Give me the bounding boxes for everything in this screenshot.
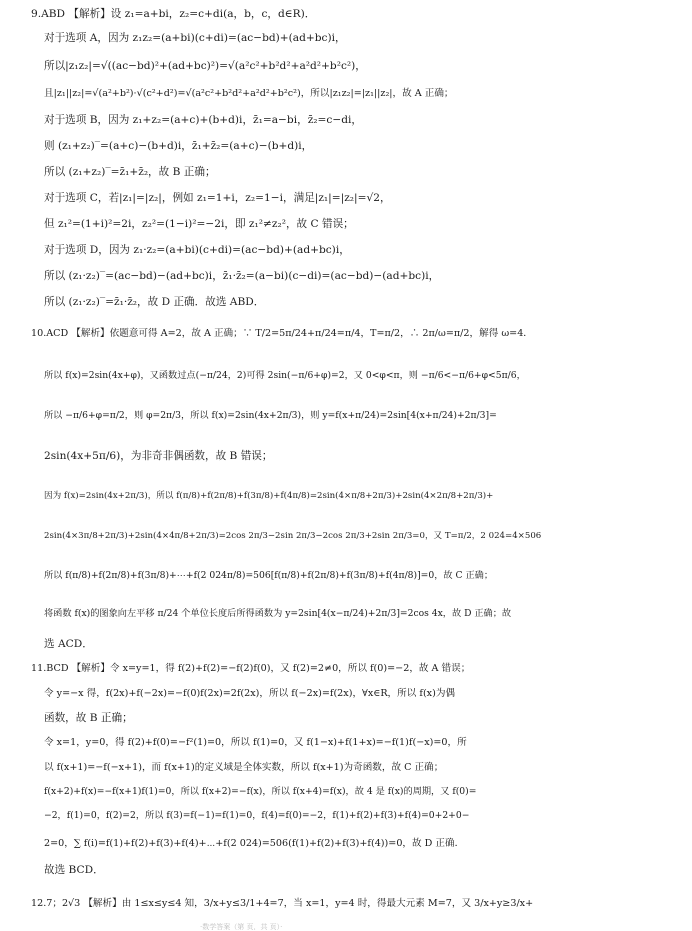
q9-line: 对于选项 D，因为 z₁·z₂=(a+bi)(c+di)=(ac−bd)+(ad+bc)i， xyxy=(44,244,350,256)
q9-line: 且|z₁||z₂|=√(a²+b²)·√(c²+d²)=√(a²c²+b²d²+a²d²+b²c²)，所以|z₁z₂|=|z₁||z₂|，故 A 正确； xyxy=(44,88,454,99)
q9-line: 对于选项 A，因为 z₁z₂=(a+bi)(c+di)=(ac−bd)+(ad+bc)i， xyxy=(44,32,346,44)
q11-line: −2，f(1)=0，f(2)=2，所以 f(3)=f(−1)=f(1)=0，f(4)=f(0)=−2，f(1)+f(2)+f(3)+f(4)=0+2+0− xyxy=(44,810,470,821)
q9-line: 所以 (z₁·z₂)‾=z̄₁·z̄₂，故 D 正确．故选 ABD． xyxy=(44,296,265,308)
q10-header: 10.ACD 【解析】依题意可得 A=2，故 A 正确；∵ T/2=5π/24+π/24=π/4，T=π/2，∴ 2π/ω=π/2，解得 ω=4． xyxy=(31,328,533,339)
q9-line: 则 (z₁+z₂)‾=(a+c)−(b+d)i，z̄₁+z̄₂=(a+c)−(b+d)i， xyxy=(44,140,313,152)
q9-line: 对于选项 C，若|z₁|=|z₂|，例如 z₁=1+i，z₂=1−i，满足|z₁|=|z₂|=√2， xyxy=(44,192,391,204)
q11-line: 令 y=−x 得，f(2x)+f(−2x)=−f(0)f(2x)=2f(2x)，所以 f(−2x)=f(2x)，∀x∈R，所以 f(x)为偶 xyxy=(44,688,456,699)
q11-line: 故选 BCD． xyxy=(44,864,104,876)
q9-line: 但 z₁²=(1+i)²=2i，z₂²=(1−i)²=−2i，即 z₁²≠z₂²，故 C 错误； xyxy=(44,218,354,230)
q11-line: 令 x=1，y=0，得 f(2)+f(0)=−f²(1)=0，所以 f(1)=0，又 f(1−x)+f(1+x)=−f(1)f(−x)=0，所 xyxy=(44,737,467,748)
q9-header: 9.ABD 【解析】设 z₁=a+bi，z₂=c+di(a，b，c，d∈R)． xyxy=(31,8,316,20)
page-footer: ·数学答案（第 页，共 页）· xyxy=(200,923,283,930)
q10-line: 所以 f(π/8)+f(2π/8)+f(3π/8)+⋯+f(2 024π/8)=506[f(π/8)+f(2π/8)+f(3π/8)+f(4π/8)]=0，故 C 正确； xyxy=(44,570,494,581)
q10-line: 因为 f(x)=2sin(4x+2π/3)，所以 f(π/8)+f(2π/8)+f(3π/8)+f(4π/8)=2sin(4×π/8+2π/3)+2sin(4×2π/8+2π/3)+ xyxy=(44,491,494,501)
q9-line: 所以|z₁z₂|=√((ac−bd)²+(ad+bc)²)=√(a²c²+b²d²+a²d²+b²c²)， xyxy=(44,60,366,72)
q9-line: 对于选项 B，因为 z₁+z₂=(a+c)+(b+d)i，z̄₁=a−bi，z̄₂=c−di， xyxy=(44,114,362,126)
q11-header: 11.BCD 【解析】令 x=y=1，得 f(2)+f(2)=−f(2)f(0)，又 f(2)=2≠0，所以 f(0)=−2，故 A 错误； xyxy=(31,663,471,674)
q9-line: 所以 (z₁·z₂)‾=(ac−bd)−(ad+bc)i，z̄₁·z̄₂=(a−bi)(c−di)=(ac−bd)−(ad+bc)i， xyxy=(44,270,440,282)
q10-line: 选 ACD． xyxy=(44,638,93,650)
q10-line: 2sin(4x+5π/6)，为非奇非偶函数，故 B 错误； xyxy=(44,450,273,462)
q11-line: f(x+2)+f(x)=−f(x+1)f(1)=0，所以 f(x+2)=−f(x)，所以 f(x+4)=f(x)，故 4 是 f(x)的周期，又 f(0)= xyxy=(44,786,477,797)
q12-header: 12.7；2√3 【解析】由 1≤x≤y≤4 知，3/x+y≤3/1+4=7，当 x=1，y=4 时，得最大元素 M=7，又 3/x+y≥3/x+ xyxy=(31,898,534,909)
q10-line: 所以 −π/6+φ=π/2，则 φ=2π/3，所以 f(x)=2sin(4x+2π/3)，则 y=f(x+π/24)=2sin[4(x+π/24)+2π/3]= xyxy=(44,410,497,421)
q9-line: 所以 (z₁+z₂)‾=z̄₁+z̄₂，故 B 正确； xyxy=(44,166,216,178)
q11-line: 2=0，∑ f(i)=f(1)+f(2)+f(3)+f(4)+⋯+f(2 024)=506(f(1)+f(2)+f(3)+f(4))=0，故 D 正确． xyxy=(44,838,465,849)
q10-line: 2sin(4×3π/8+2π/3)+2sin(4×4π/8+2π/3)=2cos 2π/3−2sin 2π/3−2cos 2π/3+2sin 2π/3=0，又 T=π/2，2 024=4×506 xyxy=(44,531,542,541)
q11-line: 以 f(x+1)=−f(−x+1)，而 f(x+1)的定义域是全体实数，所以 f(x+1)为奇函数，故 C 正确； xyxy=(44,762,444,773)
q10-line: 将函数 f(x)的图象向左平移 π/24 个单位长度后所得函数为 y=2sin[4(x−π/24)+2π/3]=2cos 4x，故 D 正确；故 xyxy=(44,608,512,619)
q11-line: 函数，故 B 正确； xyxy=(44,712,133,724)
q10-line: 所以 f(x)=2sin(4x+φ)，又函数过点(−π/24，2)可得 2sin(−π/6+φ)=2，又 0<φ<π，则 −π/6<−π/6+φ<5π/6， xyxy=(44,370,526,381)
